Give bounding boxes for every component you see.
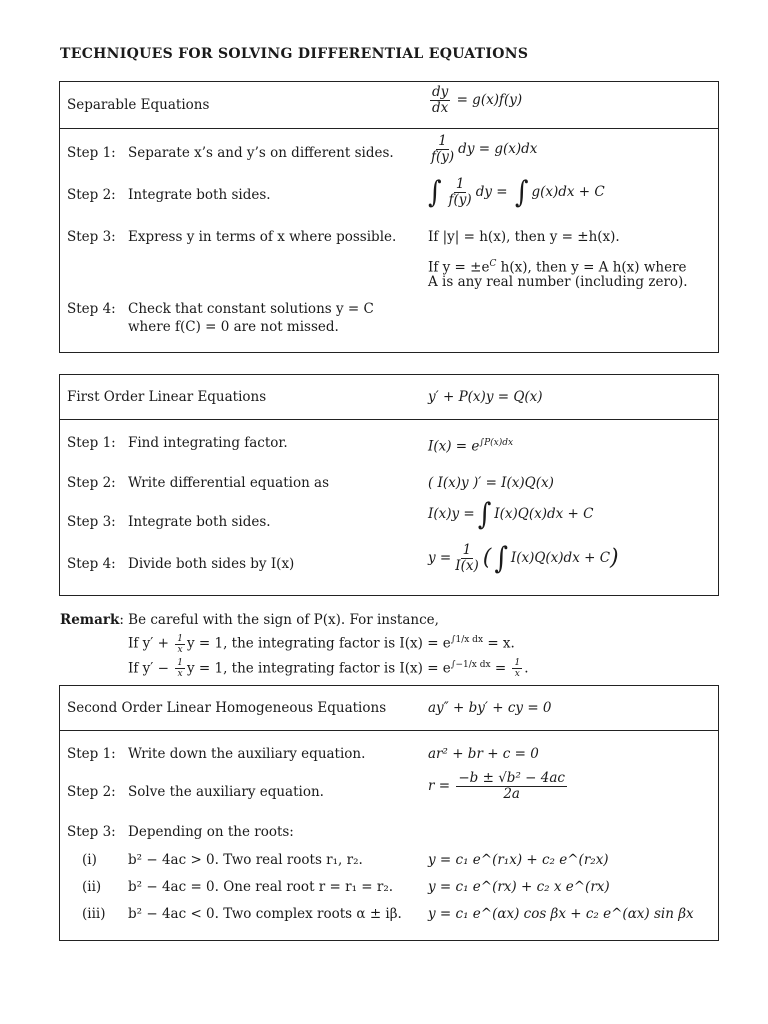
first-order-linear-box xyxy=(59,374,719,596)
step-text: where f(C) = 0 are not missed. xyxy=(128,319,339,335)
step-formula: $\frac{1}{f(y)}$ dy = g(x)dx xyxy=(431,133,538,165)
case-number: (iii) xyxy=(82,906,106,922)
case-formula: y = c₁ e^(rx) + c₂ x e^(rx) xyxy=(428,879,610,895)
step-text: Solve the auxiliary equation. xyxy=(128,784,324,800)
separable-equations-box xyxy=(59,81,719,353)
step-label: Step 1: xyxy=(67,145,116,161)
step-formula: y = $\frac{1}{I(x)}$ ( ∫ I(x)Q(x)dx + C) xyxy=(428,541,619,576)
step-formula: $I(x) = e^{\int P(x)dx}$ xyxy=(428,438,514,455)
step-text: Separate x’s and y’s on different sides. xyxy=(128,145,394,161)
step-label: Step 3: xyxy=(67,514,116,530)
linear-form: y′ + P(x)y = Q(x) xyxy=(428,389,543,405)
document-title: TECHNIQUES FOR SOLVING DIFFERENTIAL EQUATIONS xyxy=(60,46,529,62)
step-text: Check that constant solutions y = C xyxy=(128,301,374,317)
case-text: b² − 4ac = 0. One real root r = r₁ = r₂. xyxy=(128,879,394,895)
step-label: Step 2: xyxy=(67,475,116,491)
step-label: Step 2: xyxy=(67,187,116,203)
second-title: Second Order Linear Homogeneous Equations xyxy=(67,700,387,716)
step-label: Step 4: xyxy=(67,556,116,572)
step-label: Step 1: xyxy=(67,746,116,762)
linear-title: First Order Linear Equations xyxy=(67,389,267,405)
step-text: Divide both sides by I(x) xyxy=(128,556,295,572)
second-order-box xyxy=(59,685,719,941)
case-formula: y = c₁ e^(αx) cos βx + c₂ e^(αx) sin βx xyxy=(428,906,694,922)
case-text: b² − 4ac < 0. Two complex roots α ± iβ. xyxy=(128,906,402,922)
step-formula: r = $\frac{\text{−b ± √b² − 4ac}}{2a}$ xyxy=(428,770,565,802)
case-number: (ii) xyxy=(82,879,102,895)
remark-text: : Be careful with the sign of P(x). For instance, xyxy=(119,612,439,628)
second-header xyxy=(60,686,718,731)
separable-form: $\frac{dy}{dx}$ = g(x)f(y) xyxy=(432,84,523,116)
separable-header xyxy=(60,82,718,129)
step-text: Write differential equation as xyxy=(128,475,330,491)
separable-title: Separable Equations xyxy=(67,97,210,113)
case-number: (i) xyxy=(82,852,97,868)
step-label: Step 1: xyxy=(67,435,116,451)
step-formula: If |y| = h(x), then y = ±h(x). xyxy=(428,229,620,245)
step-text: Express y in terms of x where possible. xyxy=(128,229,397,245)
step-formula: ar² + br + c = 0 xyxy=(428,746,539,762)
remark xyxy=(60,610,529,679)
remark-line-2: If y′ − $\frac{1}{x}$ y = 1, the integrating factor is $I(x) = e^{\int-1/x dx}$ = $\frac{1}{x}$ . xyxy=(128,658,529,679)
step-formula: If $y = \pm e^C$ h(x), then y = A h(x) where xyxy=(428,259,687,276)
step-label: Step 3: xyxy=(67,229,116,245)
step-label: Step 3: xyxy=(67,824,116,840)
case-formula: y = c₁ e^(r₁x) + c₂ e^(r₂x) xyxy=(428,852,609,868)
step-formula: ( I(x)y )′ = I(x)Q(x) xyxy=(428,475,554,491)
step-label: Step 2: xyxy=(67,784,116,800)
step-text: Write down the auxiliary equation. xyxy=(128,746,366,762)
remark-line-1: If y′ + $\frac{1}{x}$ y = 1, the integrating factor is $I(x) = e^{\int 1/x dx} = x$. xyxy=(128,633,515,655)
case-text: b² − 4ac > 0. Two real roots r₁, r₂. xyxy=(128,852,363,868)
second-form: ay″ + by′ + cy = 0 xyxy=(428,700,552,716)
step-formula: A is any real number (including zero). xyxy=(428,274,688,290)
step-label: Step 4: xyxy=(67,301,116,317)
step-text: Integrate both sides. xyxy=(128,514,271,530)
step-text: Depending on the roots: xyxy=(128,824,294,840)
remark-label: Remark xyxy=(60,612,120,628)
step-formula: I(x)y = ∫ I(x)Q(x)dx + C xyxy=(428,497,594,532)
step-formula: ∫ $\frac{1}{f(y)}$ dy = ∫ g(x)dx + C xyxy=(428,175,605,210)
step-text: Integrate both sides. xyxy=(128,187,271,203)
step-text: Find integrating factor. xyxy=(128,435,288,451)
linear-header xyxy=(60,375,718,420)
